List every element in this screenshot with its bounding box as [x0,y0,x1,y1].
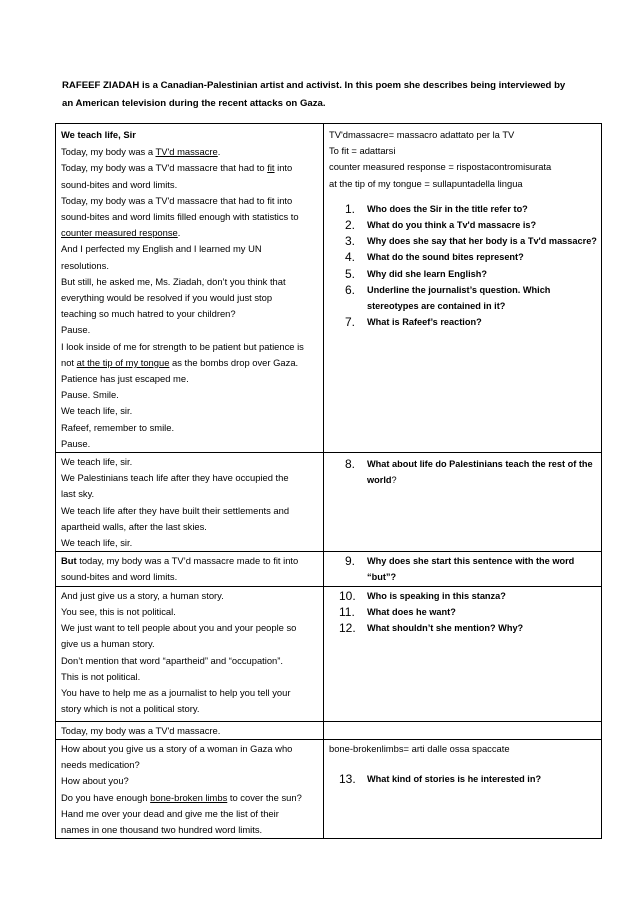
poem-line: How about you? [61,775,129,787]
question-item: 1. Who does the Sir in the title refer to? [345,201,528,216]
poem-stanza-cell [56,739,324,838]
poem-line: And I perfected my English and I learned my UN [61,243,262,255]
poem-line: not at the tip of my tongue as the bombs drop over Gaza. [61,356,299,368]
poem-line: everything would be resolved if you would just stop [61,292,273,304]
notes-cell [324,124,602,453]
question-item: 13. What kind of stories is he interested in? [339,772,542,787]
glossary-entry: bone-brokenlimbs= arti dalle ossa spaccate [329,742,510,754]
poem-line: We teach life after they have built their settlements and [61,504,290,516]
poem-line: names in one thousand two hundred word limits. [61,823,263,835]
question-item: 9. Why does she start this sentence with the word “but”? [345,554,575,583]
table-row [56,124,602,453]
poem-line: teaching so much hatred to your children? [61,308,236,320]
poem-line: Rafeef, remember to smile. [61,421,175,433]
poem-line: apartheid walls, after the last skies. [61,520,207,532]
poem-line: But today, my body was a TV’d massacre made to fit into [61,555,299,567]
poem-line: We teach life, sir. [61,537,133,549]
poem-line: We teach life, sir. [61,456,133,468]
poem-line: sound-bites and word limits. [61,571,178,583]
poem-stanza-cell [56,586,324,721]
poem-line: Today, my body was a TV'd massacre. [61,724,221,736]
glossary-entry: counter measured response = rispostacontromisurata [329,161,552,173]
poem-line: Pause. [61,437,91,449]
poem-stanza-cell [56,124,324,453]
poem-line: Pause. [61,324,91,336]
notes-cell [324,586,602,721]
poem-line: We Palestinians teach life after they have occupied the [61,472,289,484]
poem-line: Patience has just escaped me. [61,373,189,385]
poem-stanza-cell [56,453,324,552]
question-item: 11. What does he want? [339,604,456,619]
poem-line: last sky. [61,488,95,500]
question-item: 12. What shouldn’t she mention? Why? [339,621,524,636]
poem-line: Do you have enough bone-broken limbs to cover the sun? [61,791,302,803]
poem-line: Today, my body was a TV'd massacre that had to fit into [61,194,293,206]
poem-line: needs medication? [61,759,140,771]
poem-line: counter measured response. [61,227,181,239]
question-item: 3. Why does she say that her body is a Tv'd massacre? [345,234,597,249]
intro-paragraph [62,77,582,113]
poem-line: sound-bites and word limits. [61,178,178,190]
glossary-entry: TV'dmassacre= massacro adattato per la TV [329,129,515,140]
question-list [329,553,597,585]
poem-line: Today, my body was a TV'd massacre. [61,146,221,158]
poem-line: I look inside of me for strength to be patient but patience is [61,340,304,352]
table-row [56,739,602,838]
poem-line: Hand me over your dead and give me the list of their [61,807,279,819]
poem-line: story which is not a political story. [61,703,200,715]
poem-line: give us a human story. [61,638,155,650]
poem-line: sound-bites and word limits filled enough with statistics to [61,211,299,223]
question-list [329,456,597,488]
poem-stanza-cell [56,721,324,739]
poem-title: We teach life, Sir [61,129,136,140]
poem-line: Pause. Smile. [61,389,119,401]
poem-line: But still, he asked me, Ms. Ziadah, don’t you think that [61,275,286,287]
question-list [329,201,597,331]
question-item: 7. What is Rafeef’s reaction? [345,315,482,330]
poem-line: How about you give us a story of a woman in Gaza who [61,742,293,754]
table-row [56,721,602,739]
question-list [329,588,597,637]
question-list [329,771,597,787]
poem-line: Today, my body was a TV'd massacre that had to fit into [61,162,293,174]
table-row [56,586,602,721]
poem-line: resolutions. [61,259,109,271]
poem-line: We teach life, sir. [61,405,133,417]
question-item: 8. What about life do Palestinians teach the rest of the world? [345,457,593,486]
poem-line: And just give us a story, a human story. [61,589,224,601]
question-item: 4. What do the sound bites represent? [345,250,524,265]
notes-cell [324,552,602,586]
notes-cell [324,453,602,552]
table-row [56,552,602,586]
glossary-entry: To fit = adattarsi [329,145,396,157]
notes-cell [324,721,602,739]
question-item: 6. Underline the journalist’s question. Which stereotypes are contained in it? [345,282,551,312]
poem-stanza-cell [56,552,324,586]
question-item: 5. Why did she learn English? [345,266,487,281]
question-item: 10. Who is speaking in this stanza? [339,588,506,603]
poem-line: We just want to tell people about you and your people so [61,622,297,634]
intro-line: RAFEEF ZIADAH is a Canadian-Palestinian artist and activist. In this poem she describes being interviewed by [62,80,566,91]
notes-cell [324,739,602,838]
table-row [56,453,602,552]
glossary-entry: at the tip of my tongue = sullapuntadella lingua [329,177,523,189]
poem-line: You see, this is not political. [61,605,176,617]
question-item: 2. What do you think a Tv'd massacre is? [345,218,537,233]
poem-table [55,123,602,839]
poem-line: You have to help me as a journalist to help you tell your [61,686,291,698]
poem-line: Don’t mention that word “apartheid” and “occupation”. [61,654,283,666]
poem-line: This is not political. [61,670,141,682]
intro-line: an American television during the recent attacks on Gaza. [62,98,326,109]
